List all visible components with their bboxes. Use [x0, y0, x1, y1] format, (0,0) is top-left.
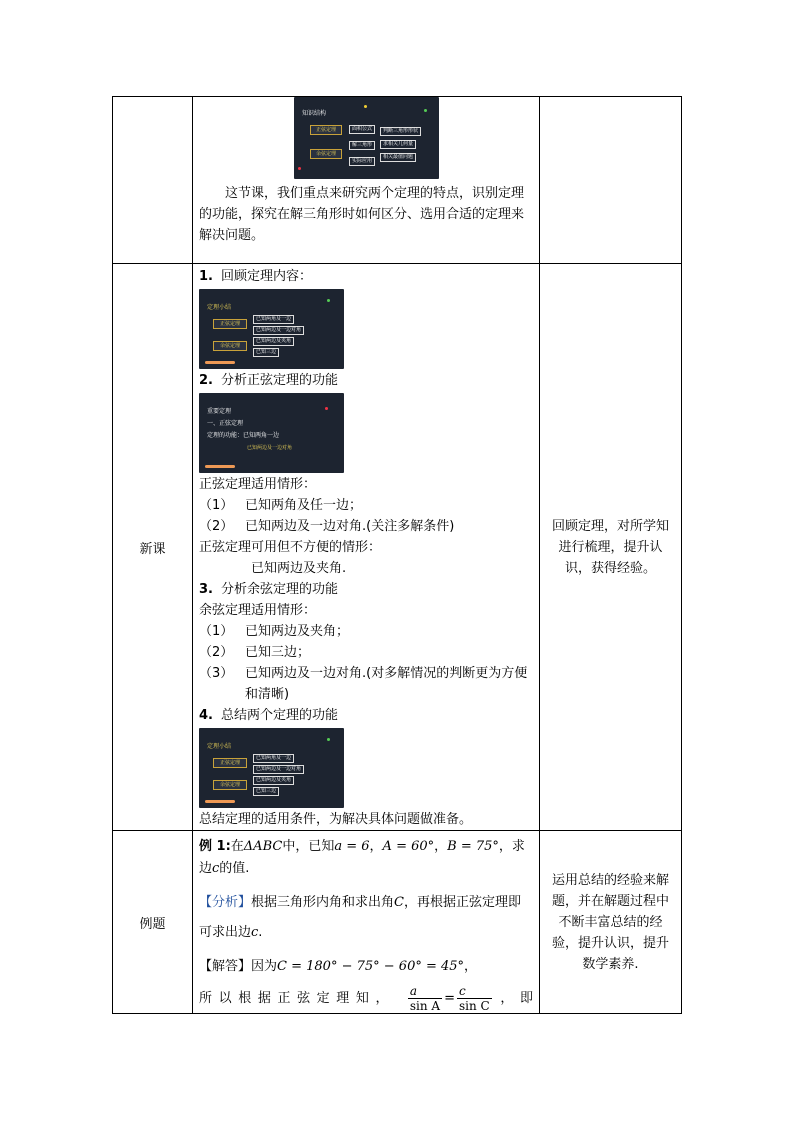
example-answer: 【解答】因为C = 180° − 75° − 60° = 45°，: [199, 959, 478, 974]
slide-box: 面积公式: [349, 125, 375, 134]
intro-note-cell: [540, 97, 682, 264]
slide-box: 余弦定理: [213, 341, 247, 351]
slide-box: 已知两边及夹角: [253, 776, 294, 785]
example-label: 例题: [113, 831, 193, 1014]
important-theorem-slide: [199, 393, 344, 473]
example-analysis: 【分析】根据三角形内角和求出角C，再根据正弦定理即可求出边c.: [199, 895, 521, 940]
sine-inconvenient-item: 已知两边及夹角.: [251, 561, 347, 576]
slide-box: 相关最值问题: [380, 153, 416, 162]
decor-pen: [205, 465, 235, 468]
slide-text: 定理的功能：已知两角一边: [207, 432, 280, 439]
decor-dot: [327, 738, 330, 741]
heading-1: 1. 回顾定理内容：: [199, 269, 313, 284]
decor-dot: [298, 167, 301, 170]
heading-3: 3. 分析余弦定理的功能: [199, 582, 339, 597]
slide-box: 判断三角形形状: [380, 127, 421, 136]
intro-paragraph: 这节课，我们重点来研究两个定理的特点，识别定理的功能，探究在解三角形时如何区分、选用合适的定理来解决问题。: [199, 186, 525, 243]
cos-item: （2） 已知三边；: [199, 645, 311, 660]
new-lesson-note: 回顾定理，对所学知进行梳理，提升认识，获得经验。: [540, 264, 682, 831]
example-content: [193, 831, 540, 1014]
slide-text: 已知两边及一边对角: [247, 445, 293, 451]
slide-title: 重要定理: [207, 408, 232, 415]
sine-item: （2） 已知两边及一边对角.(关注多解条件): [199, 519, 455, 534]
intro-content-cell: [193, 97, 540, 264]
intro-row: [113, 97, 682, 264]
intro-label-cell: [113, 97, 193, 264]
fraction-c-over-sinC: $\frac{c}{\text{sin C}}$: [459, 984, 490, 1013]
slide-box: 正弦定理: [310, 125, 342, 135]
theorem-summary-slide-2: [199, 728, 344, 808]
slide-box: 已知两边及一边对角: [253, 765, 304, 774]
slide-box: 实际应用: [349, 157, 375, 166]
slide-box: 求相关几何量: [380, 140, 416, 149]
decor-dot: [364, 105, 367, 108]
lesson-plan-table: [112, 96, 682, 1014]
slide-box: 余弦定理: [213, 780, 247, 790]
sine-item: （1） 已知两角及任一边；: [199, 498, 363, 513]
new-lesson-label: 新课: [113, 264, 193, 831]
slide-box: 解三角形: [349, 141, 375, 150]
heading-2: 2. 分析正弦定理的功能: [199, 373, 339, 388]
cos-title: 余弦定理适用情形：: [199, 603, 317, 618]
summary-text: 总结定理的适用条件，为解决具体问题做准备。: [199, 812, 473, 827]
slide-title: 定理小结: [207, 304, 232, 311]
example-problem: 例 1:在ΔABC中，已知a = 6，A = 60°，B = 75°，求边c的值.: [199, 839, 525, 876]
slide-box: 已知三边: [253, 348, 279, 357]
slide-box: 正弦定理: [213, 319, 247, 329]
slide-box: 已知两边及一边对角: [253, 326, 304, 335]
slide-box: 正弦定理: [213, 758, 247, 768]
slide-box: 已知两角及一边: [253, 754, 294, 763]
slide-box: 已知两边及夹角: [253, 337, 294, 346]
fraction-a-over-sinA: $\frac{a}{\text{sin A}}$: [409, 984, 441, 1013]
slide-title: 知识结构: [302, 110, 327, 117]
decor-dot: [327, 299, 330, 302]
example-note: 运用总结的经验来解题，并在解题过程中不断丰富总结的经验，提升认识，提升数学素养.: [540, 831, 682, 1014]
decor-pen: [205, 361, 235, 364]
cos-item: （3） 已知两边及一边对角.(对多解情况的判断更为方便和清晰): [199, 666, 528, 702]
example-row: [113, 831, 682, 1014]
slide-box: 已知三边: [253, 787, 279, 796]
new-lesson-row: [113, 264, 682, 831]
cos-item: （1） 已知两边及夹角；: [199, 624, 350, 639]
slide-title: 定理小结: [207, 743, 232, 750]
theorem-summary-slide-1: [199, 289, 344, 369]
slide-text: 一、正弦定理: [207, 420, 244, 427]
sine-inconvenient-title: 正弦定理可用但不方便的情形：: [199, 540, 382, 555]
decor-dot: [325, 407, 328, 410]
slide-box: 已知两角及一边: [253, 315, 294, 324]
slide-box: 余弦定理: [310, 149, 342, 159]
heading-4: 4. 总结两个定理的功能: [199, 708, 339, 723]
new-lesson-content: [193, 264, 540, 831]
decor-dot: [424, 109, 427, 112]
sine-title: 正弦定理适用情形：: [199, 477, 317, 492]
decor-pen: [205, 800, 235, 803]
example-answer-formula: 所以根据正弦定理知， $\frac{a}{\text{sin A}}$ = $\frac{c}{\text{sin C}}$ ，即: [199, 984, 533, 1013]
knowledge-structure-slide: [294, 97, 439, 179]
